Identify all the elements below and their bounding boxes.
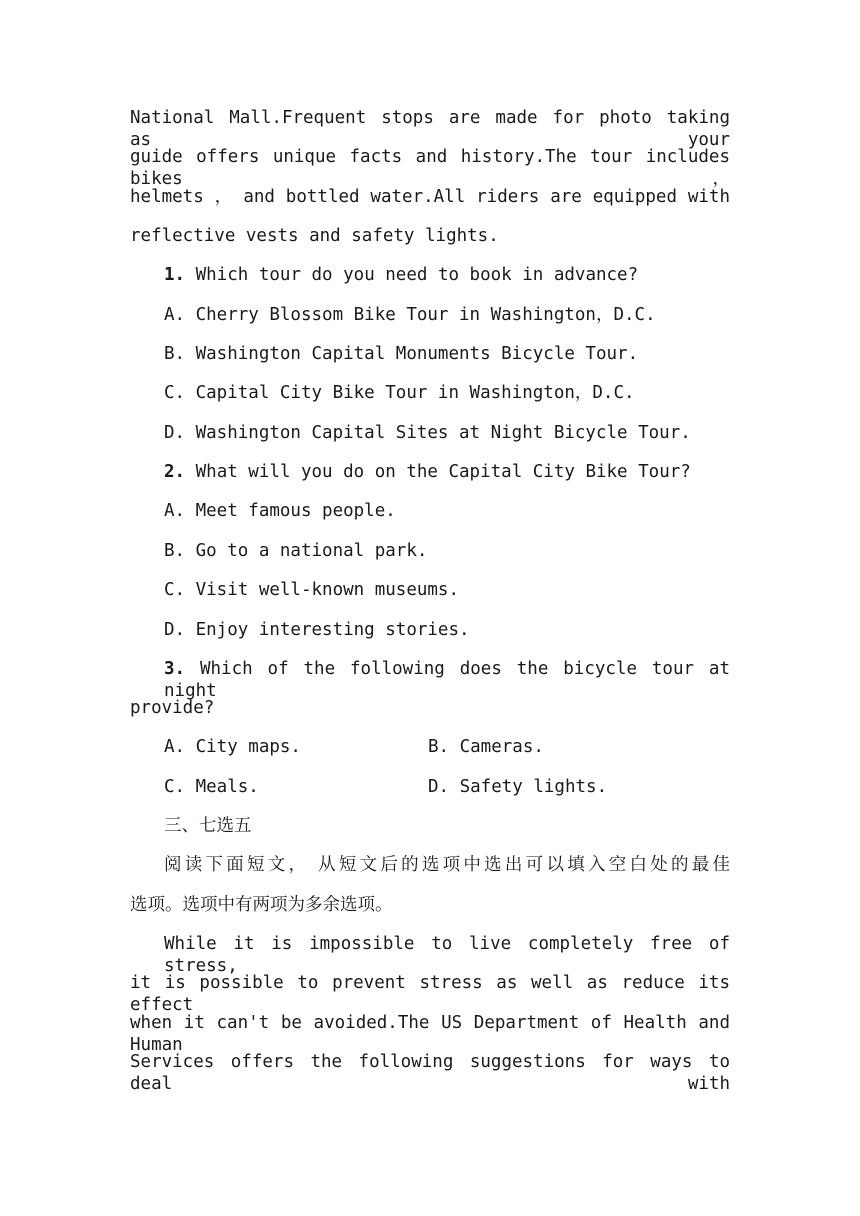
option-d: D. Enjoy interesting stories. — [164, 620, 470, 640]
passage-line: National Mall.Frequent stops are made for photo taking as your — [130, 108, 730, 150]
option-a: A. Meet famous people. — [164, 501, 396, 521]
option-b: B. Cameras. — [428, 737, 544, 757]
option-c: C. Meals. — [164, 777, 259, 797]
option-a: A. City maps. — [164, 737, 301, 757]
question-1 — [164, 264, 730, 286]
question-number: 2. — [164, 462, 186, 482]
option-d: D. Safety lights. — [428, 777, 608, 797]
option-b: B. Washington Capital Monuments Bicycle Tour. — [164, 344, 639, 364]
question-3 — [164, 658, 730, 702]
section-instruction-continued: 选项。选项中有两项为多余选项。 — [130, 895, 393, 915]
question-text: Which tour do you need to book in advance? — [195, 265, 639, 285]
section-heading: 三、七选五 — [164, 816, 252, 836]
option-c: C. Visit well-known museums. — [164, 580, 460, 600]
passage-line: reflective vests and safety lights. — [130, 226, 499, 246]
question-text: What will you do on the Capital City Bike Tour? — [195, 462, 691, 482]
option-d: D. Washington Capital Sites at Night Bicycle Tour. — [164, 423, 691, 443]
option-b: B. Go to a national park. — [164, 541, 428, 561]
passage-line: helmets ， and bottled water.All riders are equipped with — [130, 187, 730, 207]
question-text: Which of the following does the bicycle tour at night — [164, 659, 730, 701]
passage-line: guide offers unique facts and history.The tour includes bikes， — [130, 147, 730, 189]
question-number: 3. — [164, 659, 186, 679]
passage-line: Services offers the following suggestions for ways to deal with — [130, 1052, 730, 1094]
passage-line: it is possible to prevent stress as well as reduce its effect — [130, 973, 730, 1015]
section-instruction: 阅读下面短文， 从短文后的选项中选出可以填入空白处的最佳 — [164, 855, 730, 875]
passage-line: While it is impossible to live completely free of stress, — [164, 934, 730, 976]
passage-line: when it can't be avoided.The US Department of Health and Human — [130, 1013, 730, 1055]
option-c: C. Capital City Bike Tour in Washington，D.C. — [164, 383, 635, 403]
question-number: 1. — [164, 265, 186, 285]
question-text-continued: provide? — [130, 698, 215, 718]
option-a: A. Cherry Blossom Bike Tour in Washington，D.C. — [164, 305, 656, 325]
question-2 — [164, 461, 730, 483]
